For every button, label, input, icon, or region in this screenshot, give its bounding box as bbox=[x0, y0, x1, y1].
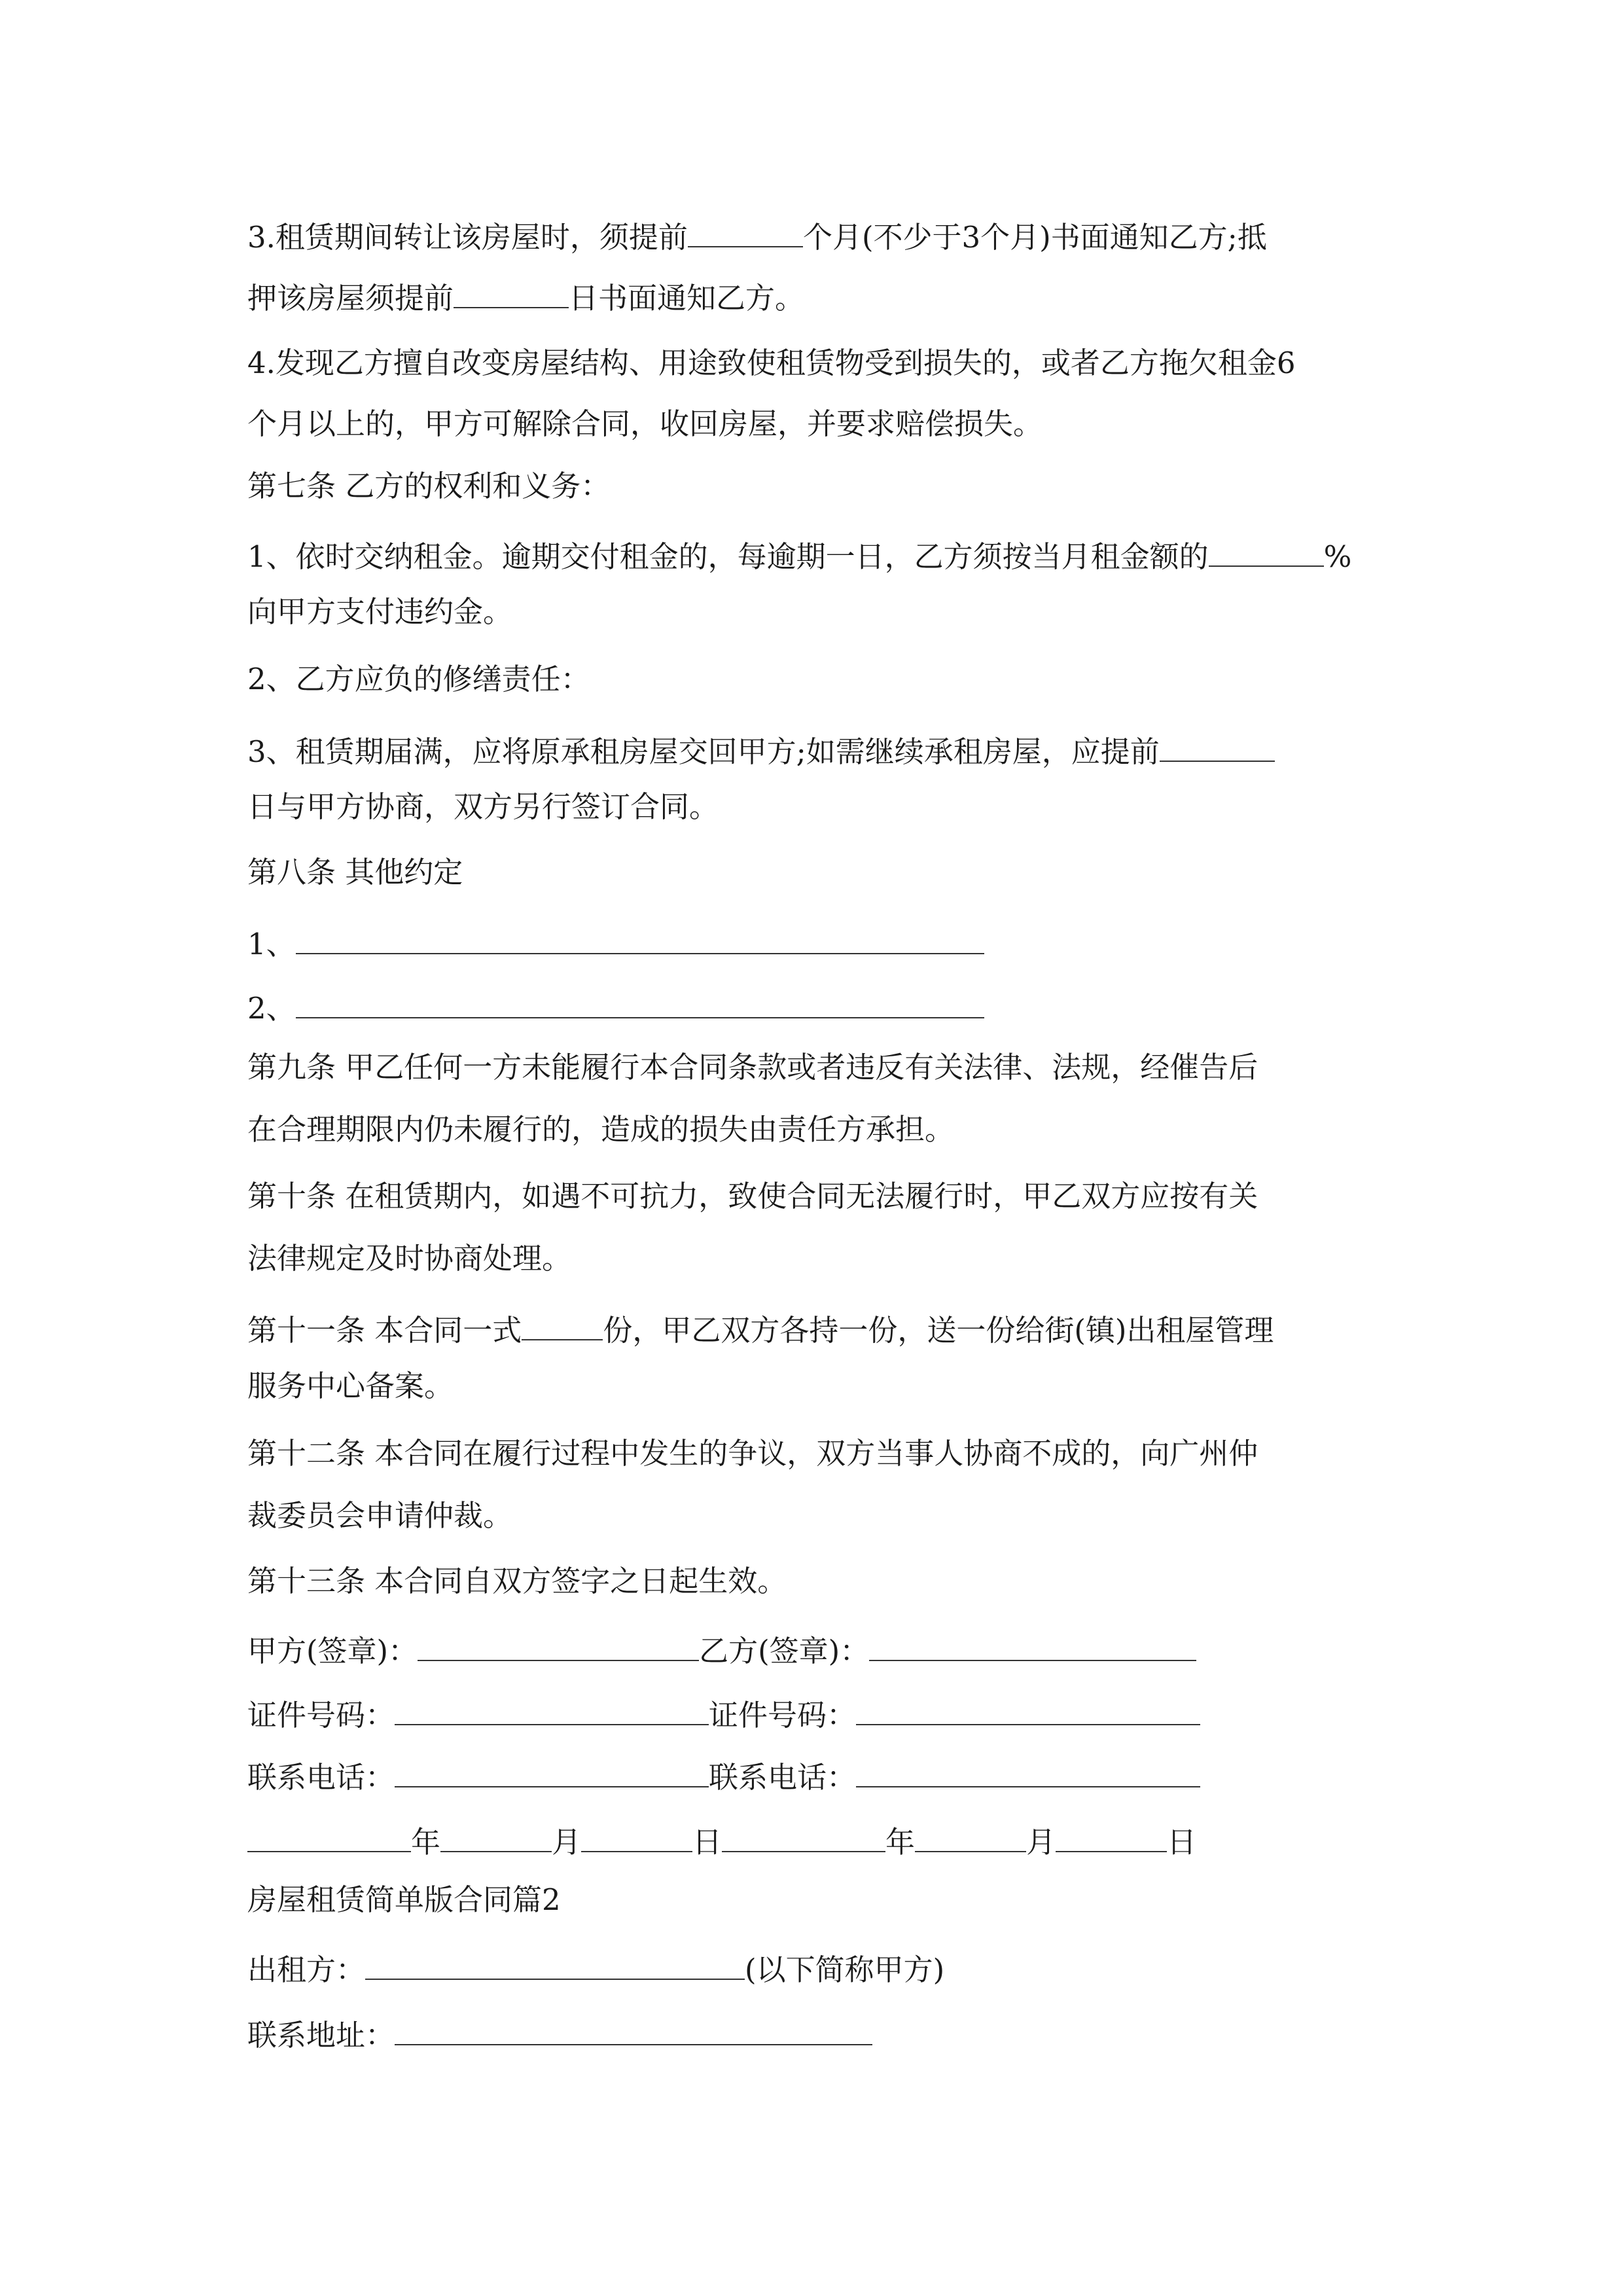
text-run: 3.租赁期间转让该房屋时，须提前 bbox=[247, 220, 688, 255]
phone-b-field[interactable] bbox=[856, 1756, 1200, 1787]
clause-line bbox=[247, 594, 513, 629]
day-label: 日 bbox=[692, 1825, 722, 1859]
signature-row-date bbox=[247, 1821, 1196, 1857]
article-heading bbox=[247, 1181, 1258, 1211]
text-run: 第十三条 本合同自双方签字之日起生效。 bbox=[247, 1564, 787, 1598]
id-a-label: 证件号码： bbox=[247, 1698, 395, 1732]
blank-field[interactable] bbox=[522, 1309, 603, 1340]
text-run: 个月(不少于3个月)书面通知乙方;抵 bbox=[802, 220, 1267, 255]
clause-line bbox=[247, 923, 984, 959]
signature-row-id bbox=[247, 1694, 1200, 1730]
address-field[interactable] bbox=[395, 2014, 872, 2045]
lessor-suffix: (以下简称甲方) bbox=[745, 1952, 945, 1987]
clause-line bbox=[247, 1371, 454, 1401]
blank-field[interactable] bbox=[296, 987, 984, 1018]
month-label: 月 bbox=[1026, 1825, 1056, 1859]
text-run: 日与甲方协商，双方另行签订合同。 bbox=[247, 789, 719, 824]
clause-line bbox=[247, 730, 1275, 769]
text-run: 1、 bbox=[247, 927, 296, 961]
day-label: 日 bbox=[1167, 1825, 1197, 1859]
text-run: 房屋租赁简单版合同篇2 bbox=[247, 1882, 561, 1917]
signature-row-party bbox=[247, 1630, 1196, 1666]
lessor-line bbox=[247, 1948, 945, 1987]
party-a-signature-field[interactable] bbox=[418, 1630, 699, 1661]
text-run: 裁委员会申请仲裁。 bbox=[247, 1498, 513, 1533]
article-heading bbox=[247, 857, 463, 887]
text-run: 第十二条 本合同在履行过程中发生的争议，双方当事人协商不成的，向广州仲 bbox=[247, 1436, 1258, 1471]
clause-line bbox=[247, 1498, 513, 1533]
id-a-field[interactable] bbox=[395, 1694, 709, 1725]
month-a-field[interactable] bbox=[440, 1821, 552, 1852]
phone-a-field[interactable] bbox=[395, 1756, 709, 1787]
text-run: 份，甲乙双方各持一份，送一份给街(镇)出租屋管理 bbox=[603, 1313, 1274, 1348]
day-b-field[interactable] bbox=[1056, 1821, 1167, 1852]
clause-line bbox=[247, 406, 1043, 441]
text-run: 第八条 其他约定 bbox=[247, 855, 463, 889]
phone-a-label: 联系电话： bbox=[247, 1760, 395, 1795]
year-a-field[interactable] bbox=[247, 1821, 411, 1852]
text-run: 法律规定及时协商处理。 bbox=[247, 1241, 572, 1276]
text-run: 在合理期限内仍未履行的，造成的损失由责任方承担。 bbox=[247, 1112, 955, 1147]
id-b-label: 证件号码： bbox=[709, 1698, 857, 1732]
blank-field[interactable] bbox=[296, 923, 984, 954]
section-title bbox=[247, 1882, 561, 1917]
text-run: % bbox=[1323, 539, 1352, 574]
phone-b-label: 联系电话： bbox=[709, 1760, 857, 1795]
text-run: 2、乙方应负的修缮责任： bbox=[247, 662, 590, 696]
text-run: 第九条 甲乙任何一方未能履行本合同条款或者违反有关法律、法规，经催告后 bbox=[247, 1050, 1258, 1085]
text-run: 个月以上的，甲方可解除合同，收回房屋，并要求赔偿损失。 bbox=[247, 406, 1043, 441]
text-run: 第十一条 本合同一式 bbox=[247, 1313, 522, 1348]
text-run: 2、 bbox=[247, 991, 296, 1026]
article-heading bbox=[247, 1436, 1258, 1471]
blank-field[interactable] bbox=[1160, 730, 1275, 762]
clause-line bbox=[247, 789, 719, 824]
text-run: 3、租赁期届满，应将原承租房屋交回甲方;如需继续承租房屋，应提前 bbox=[247, 734, 1160, 769]
address-label: 联系地址： bbox=[247, 2018, 395, 2053]
party-a-label: 甲方(签章)： bbox=[247, 1634, 418, 1668]
month-label: 月 bbox=[552, 1825, 582, 1859]
clause-line bbox=[247, 535, 1352, 574]
year-label: 年 bbox=[411, 1825, 441, 1859]
clause-line bbox=[247, 1112, 955, 1147]
year-b-field[interactable] bbox=[722, 1821, 885, 1852]
lessor-field[interactable] bbox=[365, 1948, 745, 1980]
lessor-label: 出租方： bbox=[247, 1952, 366, 1987]
text-run: 日书面通知乙方。 bbox=[569, 281, 805, 315]
text-run: 服务中心备案。 bbox=[247, 1369, 454, 1403]
clause-line bbox=[247, 348, 1296, 378]
article-heading bbox=[247, 1309, 1274, 1348]
signature-row-phone bbox=[247, 1756, 1200, 1795]
clause-line bbox=[247, 987, 984, 1026]
year-label: 年 bbox=[885, 1825, 916, 1859]
id-b-field[interactable] bbox=[856, 1694, 1200, 1725]
clause-line bbox=[247, 664, 590, 694]
address-line bbox=[247, 2014, 872, 2053]
text-run: 向甲方支付违约金。 bbox=[247, 594, 513, 629]
text-run: 押该房屋须提前 bbox=[247, 281, 454, 315]
blank-field[interactable] bbox=[454, 277, 569, 308]
clause-line bbox=[247, 277, 804, 313]
text-run: 1、依时交纳租金。逾期交付租金的，每逾期一日，乙方须按当月租金额的 bbox=[247, 539, 1209, 574]
party-b-signature-field[interactable] bbox=[869, 1630, 1196, 1661]
text-run: 4.发现乙方擅自改变房屋结构、用途致使租赁物受到损失的，或者乙方拖欠租金6 bbox=[247, 346, 1296, 380]
article-heading bbox=[247, 471, 610, 501]
article-heading bbox=[247, 1050, 1258, 1085]
clause-line bbox=[247, 216, 1267, 255]
party-b-label: 乙方(签章)： bbox=[699, 1634, 870, 1668]
article-heading bbox=[247, 1566, 787, 1596]
day-a-field[interactable] bbox=[581, 1821, 692, 1852]
text-run: 第七条 乙方的权利和义务： bbox=[247, 469, 611, 503]
clause-line bbox=[247, 1241, 572, 1276]
month-b-field[interactable] bbox=[915, 1821, 1026, 1852]
text-run: 第十条 在租赁期内，如遇不可抗力，致使合同无法履行时，甲乙双方应按有关 bbox=[247, 1179, 1258, 1213]
blank-field[interactable] bbox=[688, 216, 803, 247]
blank-field[interactable] bbox=[1209, 535, 1324, 567]
